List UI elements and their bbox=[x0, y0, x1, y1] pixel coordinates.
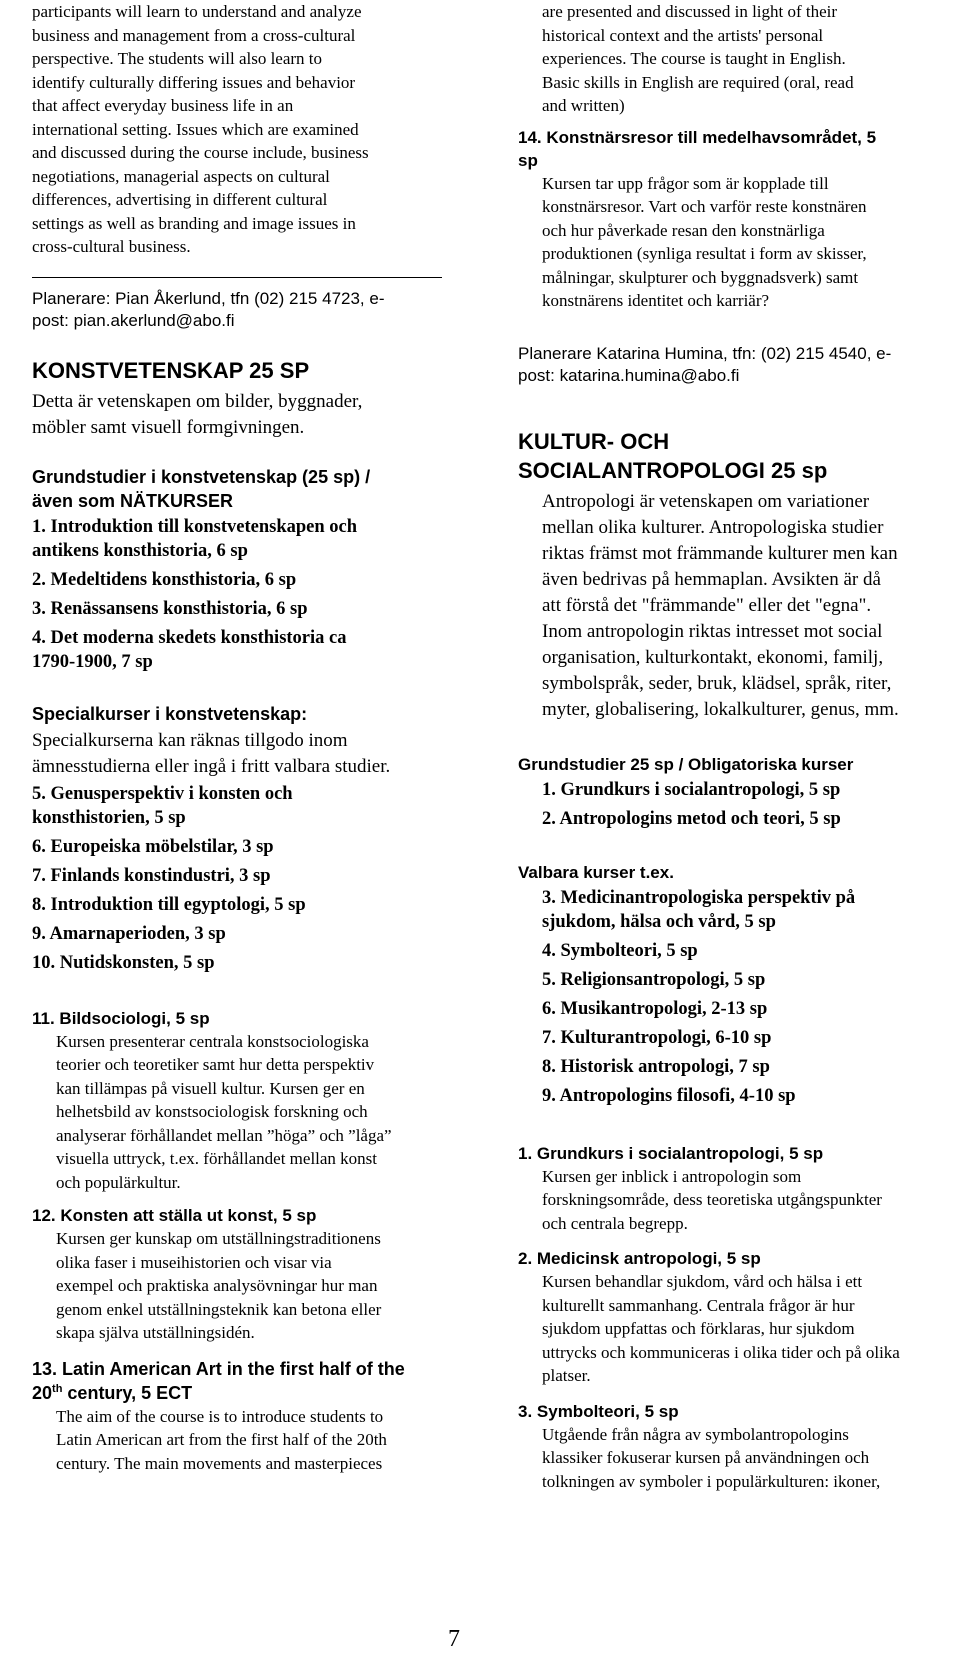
text-line: settings as well as branding and image issues in bbox=[32, 213, 356, 233]
obligatoriska-list bbox=[518, 778, 958, 831]
text-line: produktionen (synliga resultat i form av skisser, bbox=[542, 244, 867, 263]
text-line: international setting. Issues which are examined bbox=[32, 119, 359, 139]
course-list-item-line: sjukdom, hälsa och vård, 5 sp bbox=[542, 911, 776, 932]
course-list-item bbox=[542, 1055, 958, 1079]
course-list-item-line: 9. Antropologins filosofi, 4-10 sp bbox=[542, 1085, 796, 1106]
text-line: cross-cultural business. bbox=[32, 237, 191, 256]
text-line: även bedrivas på hemmaplan. Avsikten är då bbox=[542, 568, 881, 590]
course-13-title-line-2 bbox=[32, 1381, 442, 1405]
specialkurser-heading: Specialkurser i konstvetenskap: bbox=[32, 703, 308, 724]
text-line: Specialkurserna kan räknas tillgodo inom bbox=[32, 729, 348, 751]
text-line: teorier och teoretiker samt hur detta perspektiv bbox=[56, 1055, 375, 1074]
text-line: Planerare: Pian Åkerlund, tfn (02) 215 4723, e- bbox=[32, 288, 385, 308]
course-list-item-line: 6. Musikantropologi, 2-13 sp bbox=[542, 998, 768, 1019]
course-d1-description bbox=[518, 1165, 958, 1236]
text-line: klassiker fokuserar kursen på användningen och bbox=[542, 1448, 870, 1467]
text-line: Kursen tar upp frågor som är kopplade till bbox=[542, 173, 829, 193]
text-line: kan tillämpas på visuell kultur. Kursen ger en bbox=[56, 1078, 365, 1098]
course-list-item-line: konsthistorien, 5 sp bbox=[32, 807, 186, 828]
course-list-item-line: 5. Religionsantropologi, 5 sp bbox=[542, 969, 766, 990]
text-line: identify culturally differing issues and behavior bbox=[32, 72, 356, 92]
course-list-item-line: 4. Symbolteori, 5 sp bbox=[542, 940, 698, 961]
grundstudier-list bbox=[32, 515, 442, 674]
text-line: konstnärens identitet och karriär? bbox=[542, 291, 770, 310]
text-line: olika faser i museihistorien och visar via bbox=[56, 1252, 332, 1272]
text-line: Inom antropologin riktas intresset mot social bbox=[542, 620, 883, 642]
text-line: platser. bbox=[542, 1366, 591, 1385]
text-line: century. The main movements and masterpieces bbox=[56, 1453, 383, 1473]
course-list-item bbox=[542, 807, 958, 831]
course-13-title-century: 20 bbox=[32, 1382, 53, 1403]
course-list-item-line: 1. Grundkurs i socialantropologi, 5 sp bbox=[542, 779, 841, 800]
text-line: att förstå det "främmande" eller det "egna". bbox=[542, 594, 872, 616]
course-d2-description bbox=[518, 1270, 958, 1388]
course-d1-title: 1. Grundkurs i socialantropologi, 5 sp bbox=[518, 1143, 824, 1163]
text-line: Latin American art from the first half of the 20th bbox=[56, 1430, 387, 1449]
text-line: analyserar förhållandet mellan ”höga” och ”låga” bbox=[56, 1125, 392, 1145]
course-list-item-line: 2. Medeltidens konsthistoria, 6 sp bbox=[32, 569, 297, 590]
course-list-item bbox=[32, 515, 442, 563]
text-line: mellan olika kulturer. Antropologiska studier bbox=[542, 516, 884, 538]
text-line: skapa själva utställningsidén. bbox=[56, 1323, 255, 1342]
specialkurser-list bbox=[32, 782, 442, 975]
text-line: visuella uttryck, t.ex. förhållandet mellan konst bbox=[56, 1149, 378, 1168]
text-line: that affect everyday business life in an bbox=[32, 96, 294, 115]
text-line: Detta är vetenskapen om bilder, byggnader, bbox=[32, 390, 363, 412]
text-line: Grundstudier i konstvetenskap (25 sp) / bbox=[32, 466, 371, 487]
text-line: uttrycks och kommuniceras i olika tider och på olika bbox=[542, 1342, 900, 1362]
left-column bbox=[32, 0, 442, 1475]
course-list-item-line: 10. Nutidskonsten, 5 sp bbox=[32, 952, 215, 973]
text-line: negotiations, managerial aspects on cultural bbox=[32, 166, 330, 186]
grundstudier-heading bbox=[32, 465, 442, 513]
text-line: och centrala begrepp. bbox=[542, 1213, 688, 1233]
course-list-item-line: 7. Finlands konstindustri, 3 sp bbox=[32, 865, 271, 886]
course-list-item bbox=[32, 922, 442, 946]
text-line: Basic skills in English are required (oral, read bbox=[542, 72, 854, 92]
text-line: genom enkel utställningsteknik kan betona eller bbox=[56, 1299, 382, 1319]
valbara-list bbox=[518, 886, 958, 1108]
course-13-title-superscript: th bbox=[52, 1382, 63, 1395]
text-line: Planerare Katarina Humina, tfn: (02) 215 4540, e- bbox=[518, 343, 892, 363]
course-list-item-line: 3. Renässansens konsthistoria, 6 sp bbox=[32, 598, 308, 619]
text-line: KULTUR- OCH bbox=[518, 428, 670, 454]
course-list-item bbox=[32, 568, 442, 592]
text-line: sp bbox=[518, 150, 538, 170]
text-line: möbler samt visuell formgivningen. bbox=[32, 416, 305, 438]
planner-contact bbox=[32, 288, 442, 332]
text-line: även som NÄTKURSER bbox=[32, 490, 234, 511]
text-line: Kursen ger kunskap om utställningstraditionens bbox=[56, 1229, 381, 1248]
course-13-title-rest: century, 5 ECT bbox=[62, 1382, 193, 1403]
course-list-item bbox=[32, 893, 442, 917]
page-number: 7 bbox=[448, 1626, 460, 1652]
course-list-item-line: 9. Amarnaperioden, 3 sp bbox=[32, 923, 226, 944]
text-line: perspective. The students will also learn to bbox=[32, 49, 323, 68]
course-d2-title: 2. Medicinsk antropologi, 5 sp bbox=[518, 1249, 761, 1268]
course-list-item-line: 1790-1900, 7 sp bbox=[32, 651, 153, 672]
text-line: Kursen presenterar centrala konstsociologiska bbox=[56, 1031, 369, 1051]
planner-contact-right bbox=[518, 343, 958, 387]
intro-paragraph bbox=[32, 0, 442, 259]
course-list-item-line: 3. Medicinantropologiska perspektiv på bbox=[542, 887, 856, 908]
text-line: ämnesstudierna eller ingå i fritt valbara studier. bbox=[32, 755, 391, 777]
konstvetenskap-title: KONSTVETENSKAP 25 SP bbox=[32, 357, 310, 383]
course-list-item bbox=[32, 782, 442, 830]
text-line: exempel och praktiska analysövningar hur man bbox=[56, 1276, 378, 1295]
course-13-description bbox=[32, 1405, 442, 1476]
text-line: riktas främst mot främmande kulturer men kan bbox=[542, 542, 898, 564]
course-list-item bbox=[32, 864, 442, 888]
valbara-heading: Valbara kurser t.ex. bbox=[518, 862, 674, 882]
konstvetenskap-description bbox=[32, 389, 442, 441]
text-line: målningar, skulpturer och byggnadsverk) samt bbox=[542, 267, 859, 287]
text-line: and discussed during the course include, business bbox=[32, 143, 369, 162]
text-line: Kursen behandlar sjukdom, vård och hälsa i ett bbox=[542, 1272, 863, 1291]
text-line: forskningsområde, dess teoretiska utgångspunkter bbox=[542, 1190, 882, 1209]
kultur-title bbox=[518, 427, 958, 485]
course-list-item bbox=[542, 1026, 958, 1050]
text-line: business and management from a cross-cultural bbox=[32, 25, 356, 45]
text-line: 14. Konstnärsresor till medelhavsområdet, 5 bbox=[518, 127, 877, 147]
course-14-title bbox=[518, 126, 958, 172]
course-d3-title: 3. Symbolteori, 5 sp bbox=[518, 1401, 679, 1421]
course-list-item bbox=[542, 997, 958, 1021]
text-line: sjukdom uppfattas och förklaras, hur sjukdom bbox=[542, 1319, 855, 1338]
course-list-item bbox=[32, 626, 442, 674]
course-list-item-line: 8. Introduktion till egyptologi, 5 sp bbox=[32, 894, 306, 915]
text-line: experiences. The course is taught in English. bbox=[542, 49, 846, 68]
course-list-item bbox=[542, 778, 958, 802]
course-d3-description bbox=[518, 1423, 958, 1494]
course-list-item bbox=[542, 886, 958, 934]
text-line: historical context and the artists' personal bbox=[542, 25, 824, 45]
course-list-item bbox=[32, 597, 442, 621]
course-list-item-line: 6. Europeiska möbelstilar, 3 sp bbox=[32, 836, 274, 857]
course-list-item-line: 8. Historisk antropologi, 7 sp bbox=[542, 1056, 770, 1077]
course-list-item-line: 7. Kulturantropologi, 6-10 sp bbox=[542, 1027, 772, 1048]
course-list-item-line: 4. Det moderna skedets konsthistoria ca bbox=[32, 627, 347, 648]
course-13-continued bbox=[518, 0, 958, 118]
course-list-item bbox=[32, 835, 442, 859]
text-line: participants will learn to understand and analyze bbox=[32, 2, 362, 21]
text-line: Antropologi är vetenskapen om variationer bbox=[542, 490, 870, 512]
course-14-description bbox=[518, 172, 958, 313]
course-list-item-line: 1. Introduktion till konstvetenskapen och bbox=[32, 516, 358, 537]
text-line: organisation, kulturkontakt, ekonomi, familj, bbox=[542, 646, 884, 668]
course-12-title: 12. Konsten att ställa ut konst, 5 sp bbox=[32, 1206, 317, 1225]
course-list-item-line: antikens konsthistoria, 6 sp bbox=[32, 540, 248, 561]
text-line: tolkningen av symboler i populärkulturen: ikoner, bbox=[542, 1471, 881, 1491]
course-list-item bbox=[542, 968, 958, 992]
right-column bbox=[518, 0, 958, 1493]
text-line: och hur påverkade resan den konstnärliga bbox=[542, 220, 825, 240]
text-line: myter, globalisering, lokalkulturer, genus, mm. bbox=[542, 698, 899, 720]
kultur-description bbox=[518, 489, 958, 723]
course-list-item bbox=[32, 951, 442, 975]
text-line: kulturellt sammanhang. Centrala frågor är hur bbox=[542, 1295, 855, 1315]
course-13-title-line-1: 13. Latin American Art in the first half of the bbox=[32, 1358, 405, 1379]
text-line: helhetsbild av konstsociologisk forskning och bbox=[56, 1102, 368, 1121]
text-line: SOCIALANTROPOLOGI 25 sp bbox=[518, 457, 828, 483]
text-line: Kursen ger inblick i antropologin som bbox=[542, 1166, 802, 1186]
course-12-description bbox=[32, 1227, 442, 1345]
text-line: symbolspråk, seder, bruk, klädsel, språk, riter, bbox=[542, 672, 892, 694]
course-13-title bbox=[32, 1357, 442, 1405]
text-line: post: katarina.humina@abo.fi bbox=[518, 365, 740, 385]
course-list-item-line: 2. Antropologins metod och teori, 5 sp bbox=[542, 808, 841, 829]
text-line: Utgående från några av symbolantropologins bbox=[542, 1424, 849, 1444]
course-11-title: 11. Bildsociologi, 5 sp bbox=[32, 1008, 210, 1028]
text-line: konstnärsresor. Vart och varför reste konstnären bbox=[542, 197, 867, 216]
text-line: The aim of the course is to introduce students to bbox=[56, 1406, 384, 1426]
specialkurser-description bbox=[32, 728, 442, 780]
course-11-description bbox=[32, 1030, 442, 1195]
course-list-item bbox=[542, 1084, 958, 1108]
text-line: och populärkultur. bbox=[56, 1172, 181, 1192]
text-line: and written) bbox=[542, 96, 625, 115]
grundstudier-obligatoriska-heading: Grundstudier 25 sp / Obligatoriska kurser bbox=[518, 754, 854, 774]
text-line: differences, advertising in different cultural bbox=[32, 190, 328, 209]
section-divider bbox=[32, 277, 442, 278]
text-line: are presented and discussed in light of their bbox=[542, 2, 838, 21]
course-list-item-line: 5. Genusperspektiv i konsten och bbox=[32, 783, 293, 804]
course-list-item bbox=[542, 939, 958, 963]
text-line: post: pian.akerlund@abo.fi bbox=[32, 310, 235, 330]
